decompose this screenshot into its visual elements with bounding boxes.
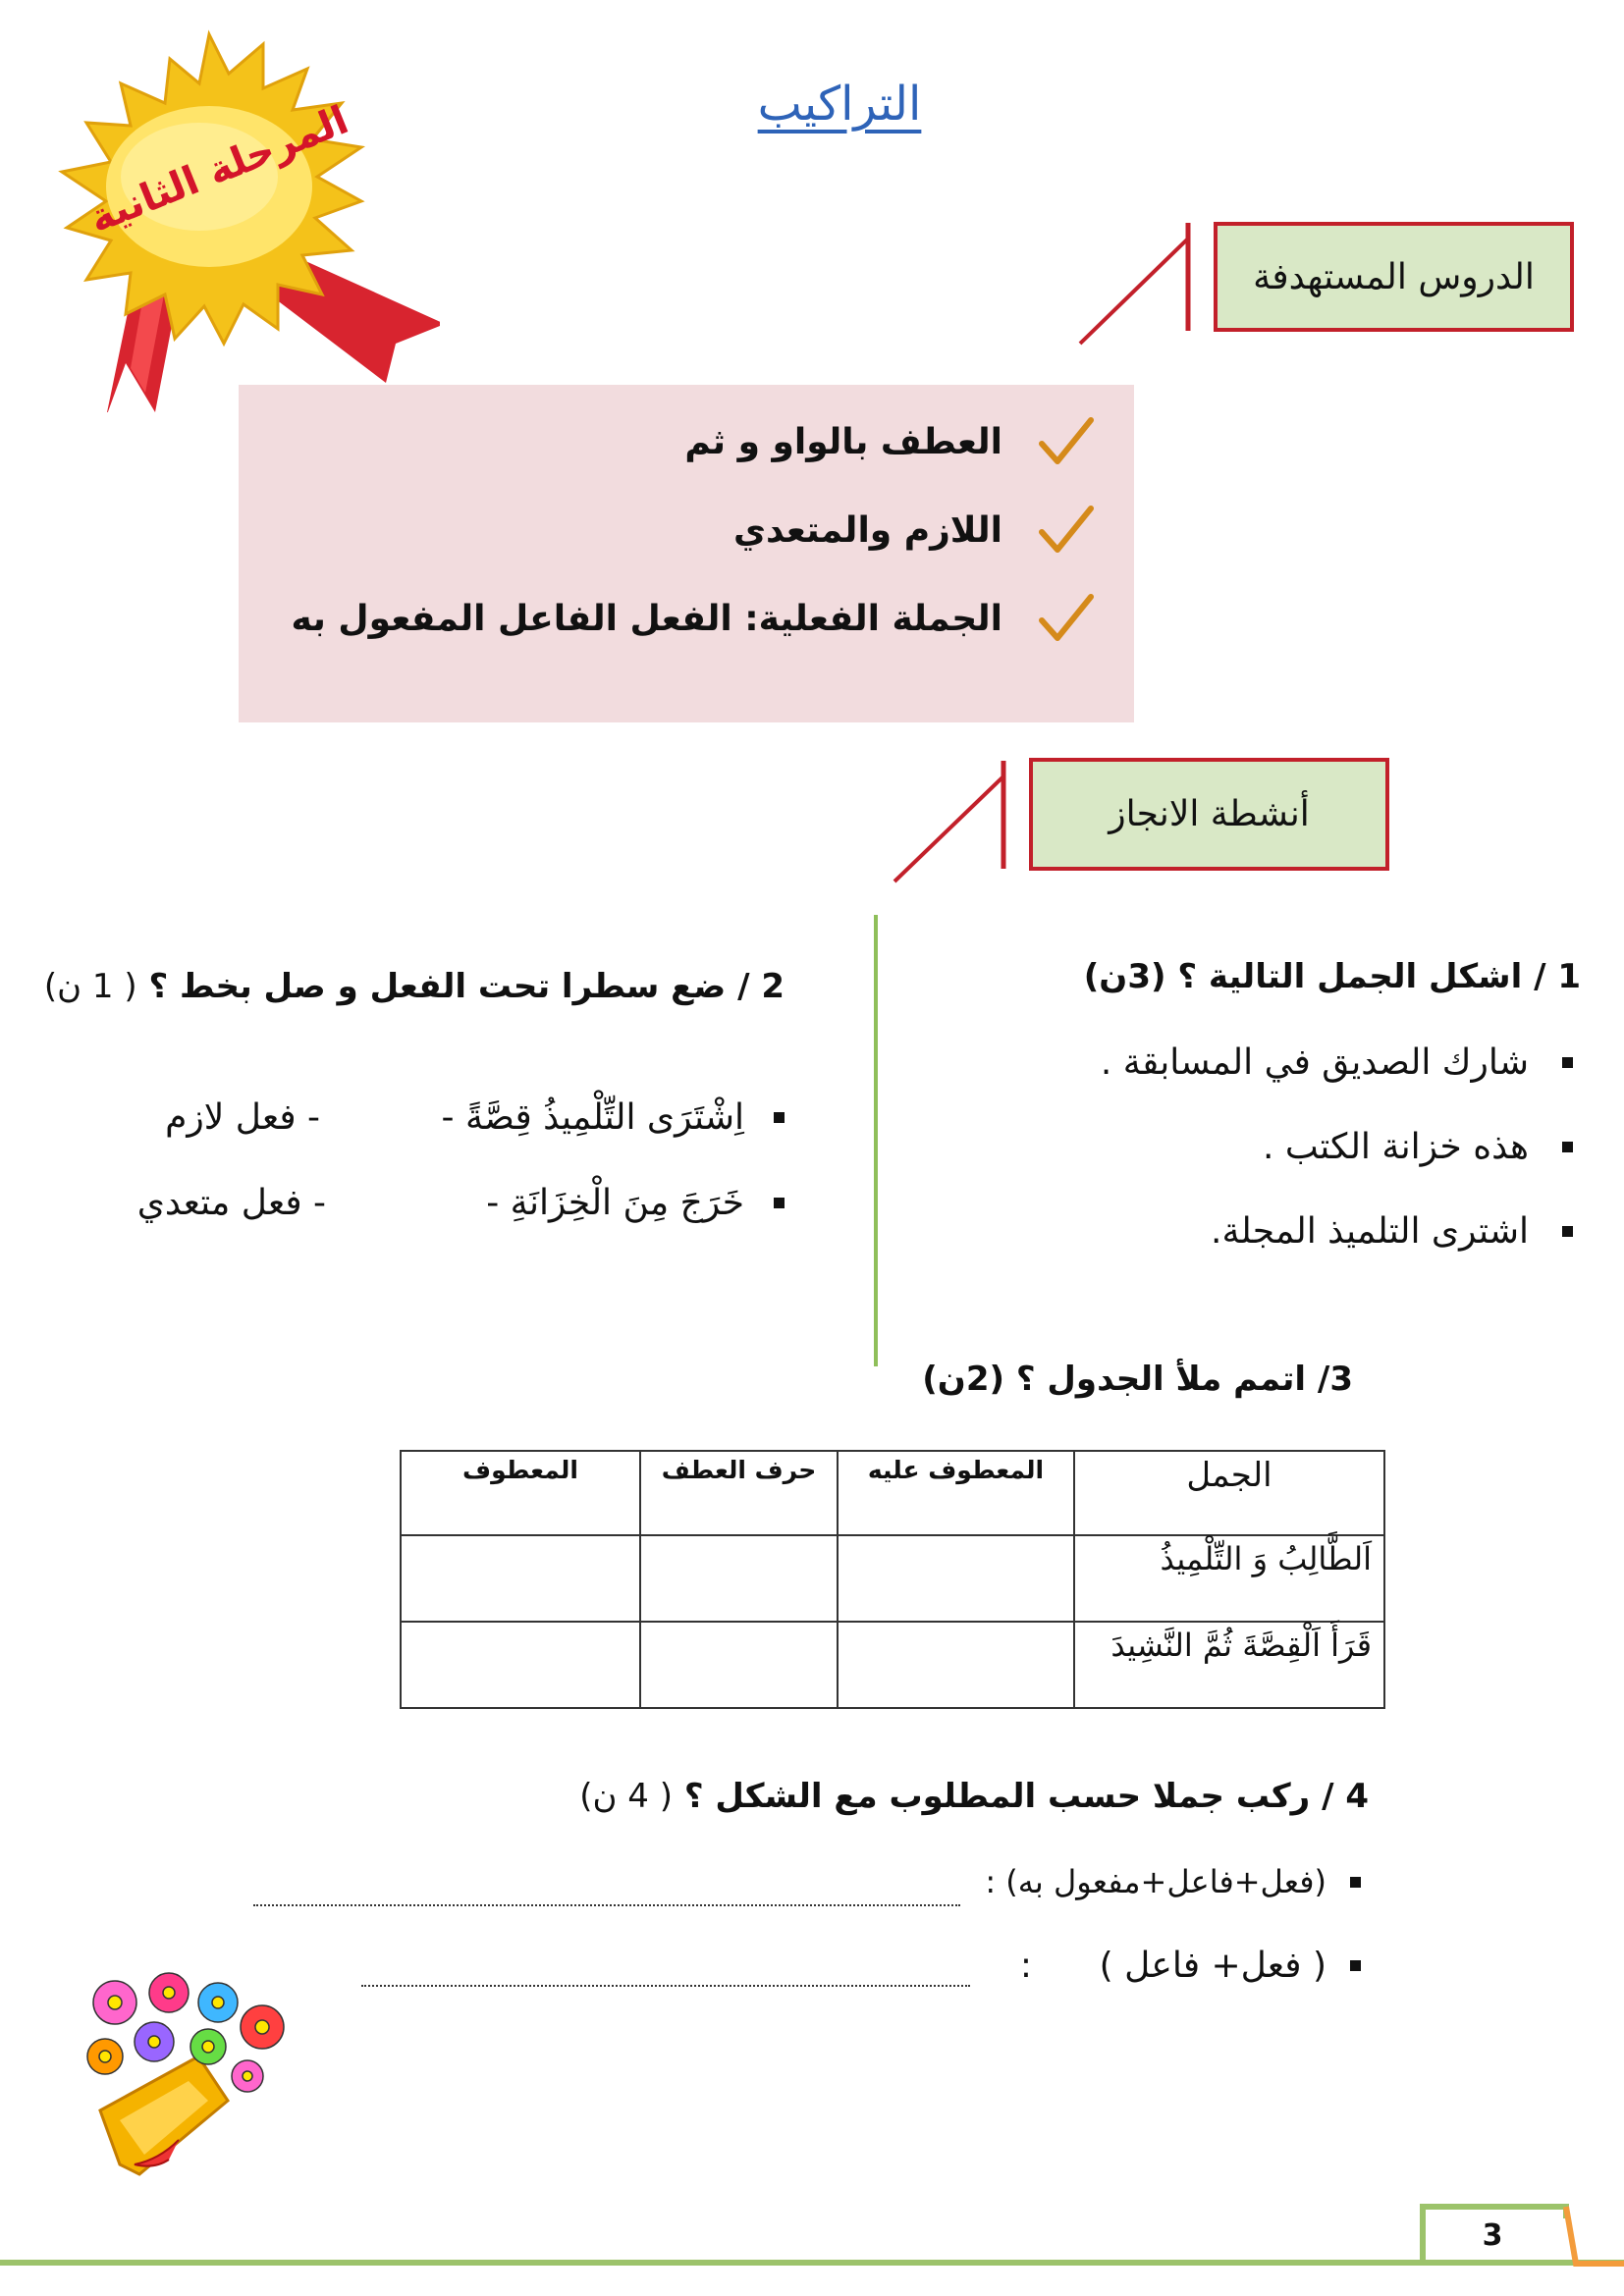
- table-cell-blank[interactable]: [401, 1622, 640, 1708]
- table-row: [401, 1622, 1384, 1708]
- column-header: حرف العطف: [640, 1451, 838, 1535]
- table-cell-sentence: قَرَأَ اَلْقِصَّةَ ثُمَّ النَّشِيدَ: [1074, 1622, 1384, 1708]
- q1-text: اشكل الجمل التالية ؟ (3ن): [1083, 957, 1523, 996]
- table-cell-blank[interactable]: [838, 1622, 1074, 1708]
- q3-number: 3/: [1317, 1360, 1353, 1399]
- q2-sentence: اِشْتَرَى التِّلْمِيذُ قِصَّةً -: [441, 1097, 744, 1138]
- checkmark-icon: [1036, 589, 1095, 648]
- activities-heading: أنشطة الانجاز: [1029, 758, 1389, 871]
- table-cell-blank[interactable]: [838, 1535, 1074, 1622]
- column-divider: [874, 915, 878, 1366]
- q1-heading: [1084, 957, 1581, 996]
- q4-heading: [579, 1777, 1369, 1816]
- q1-sentence-text: هذه خزانة الكتب .: [1262, 1127, 1529, 1167]
- table-header-row: [401, 1451, 1384, 1535]
- q3-heading: [922, 1360, 1353, 1399]
- page-number: 3: [1482, 2218, 1503, 2253]
- bullet-icon: [1350, 1960, 1361, 1971]
- callout-connector-icon: [890, 759, 1017, 886]
- table-cell-blank[interactable]: [640, 1622, 838, 1708]
- table-cell-sentence: اَلطَّالِبُ وَ التِّلْمِيذُ: [1074, 1535, 1384, 1622]
- lesson-label: العطف بالواو و ثم: [684, 421, 1002, 462]
- q2-number: 2 /: [737, 967, 785, 1006]
- bullet-icon: [1562, 1057, 1573, 1068]
- bullet-icon: [1562, 1226, 1573, 1237]
- targeted-lessons-heading: الدروس المستهدفة: [1214, 222, 1574, 332]
- q1-sentence-text: شارك الصديق في المسابقة .: [1100, 1042, 1529, 1083]
- q2-row: [486, 1183, 785, 1223]
- column-header: المعطوف عليه: [838, 1451, 1074, 1535]
- lesson-item: [733, 501, 1095, 560]
- q1-sentence: [1211, 1211, 1573, 1252]
- lessons-box: [239, 385, 1134, 722]
- q1-sentence: [1263, 1127, 1573, 1167]
- q3-table: [400, 1450, 1385, 1709]
- q4-points: ( 4 ن): [579, 1777, 673, 1816]
- q1-sentence: [1101, 1042, 1573, 1083]
- table-row: [401, 1535, 1384, 1622]
- lesson-label: الجملة الفعلية: الفعل الفاعل المفعول به: [291, 598, 1002, 639]
- q2-sentence: خَرَجَ مِنَ الْخِزَانَةِ -: [486, 1183, 744, 1223]
- column-header: المعطوف: [401, 1451, 640, 1535]
- q2-text: ضع سطرا تحت الفعل و صل بخط ؟: [148, 967, 727, 1006]
- q4-text: ركب جملا حسب المطلوب مع الشكل ؟: [683, 1777, 1311, 1816]
- checkmark-icon: [1036, 412, 1095, 471]
- answer-line[interactable]: [253, 1904, 960, 1906]
- bullet-icon: [1350, 1877, 1361, 1888]
- lesson-label: اللازم والمتعدي: [732, 509, 1002, 551]
- q2-choice: [137, 1183, 326, 1223]
- q2-choice-text: - فعل متعدي: [136, 1183, 326, 1223]
- lesson-item: [684, 412, 1095, 471]
- q1-sentence-text: اشترى التلميذ المجلة.: [1211, 1211, 1529, 1252]
- bullet-icon: [774, 1112, 785, 1123]
- q2-points: ( 1 ن): [43, 967, 137, 1006]
- q2-choice: [165, 1097, 320, 1138]
- q2-choice-text: - فعل لازم: [165, 1097, 320, 1138]
- rosette-icon: [8, 29, 440, 412]
- flower-bouquet-icon: [61, 1963, 336, 2179]
- stage-badge-text: المرحلة الثانية: [82, 97, 355, 242]
- answer-line[interactable]: [361, 1985, 970, 1987]
- q4-pattern-text: (فعل+فاعل+مفعول به) :: [985, 1863, 1326, 1900]
- lesson-item: [292, 589, 1095, 648]
- footer-line: [0, 2260, 1624, 2266]
- q1-number: 1 /: [1534, 957, 1581, 996]
- table-cell-blank[interactable]: [401, 1535, 640, 1622]
- callout-connector-icon: [1070, 221, 1198, 348]
- q4-pattern: [985, 1863, 1361, 1900]
- bullet-icon: [774, 1198, 785, 1208]
- q4-pattern: [1020, 1946, 1361, 1986]
- page-number-frame: [1419, 2199, 1624, 2277]
- q4-number: 4 /: [1322, 1777, 1369, 1816]
- table-cell-blank[interactable]: [640, 1535, 838, 1622]
- q4-pattern-text: ( فعل+ فاعل ) :: [1019, 1946, 1326, 1986]
- bullet-icon: [1562, 1142, 1573, 1152]
- page-title: التراكيب: [757, 77, 922, 132]
- q2-row: [442, 1097, 785, 1138]
- checkmark-icon: [1036, 501, 1095, 560]
- q3-text: اتمم ملأ الجدول ؟ (2ن): [922, 1360, 1307, 1399]
- stage-badge: [8, 29, 440, 412]
- column-header: الجمل: [1074, 1451, 1384, 1535]
- q2-heading: [44, 967, 785, 1006]
